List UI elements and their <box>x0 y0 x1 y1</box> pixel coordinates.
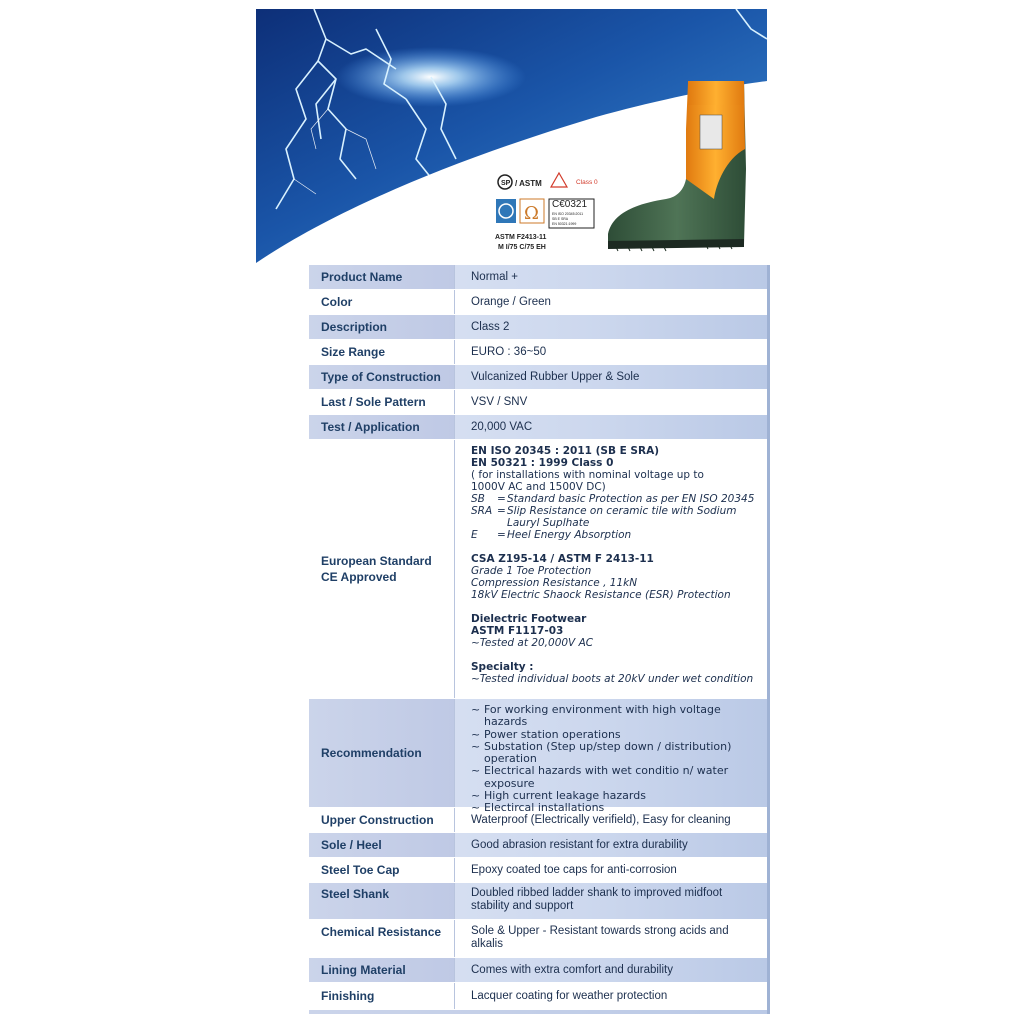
table-row <box>309 365 767 390</box>
list-item: exposure <box>484 776 535 790</box>
table-footer-bar <box>309 1010 767 1014</box>
en-50321-title: EN 50321 : 1999 Class 0 <box>471 457 614 469</box>
table-row <box>309 290 767 315</box>
row-label: Steel Toe Cap <box>309 858 455 882</box>
definition-line: SRA = Slip Resistance on ceramic tile with Sodium <box>471 505 737 517</box>
row-value: Orange / Green <box>471 295 551 308</box>
table-row <box>309 265 767 290</box>
table-row <box>309 808 767 833</box>
table-row <box>309 983 767 1010</box>
omega-icon <box>520 199 544 224</box>
standards-block <box>471 440 754 685</box>
row-value: Comes with extra comfort and durability <box>471 963 673 976</box>
en-iso-title: EN ISO 20345 : 2011 (SB E SRA) <box>471 445 660 457</box>
list-item: ~ For working environment with high voltage hazards <box>471 703 721 729</box>
class-label: Class 0 <box>576 179 598 186</box>
table-row-recommendation <box>309 699 767 815</box>
boot-label <box>700 115 722 149</box>
row-value: Epoxy coated toe caps for anti-corrosion <box>471 863 677 876</box>
list-item: operation <box>484 752 537 766</box>
definition-line: E = Heel Energy Absorption <box>471 529 632 541</box>
voltage-note: ( for installations with nominal voltage up to <box>471 469 704 481</box>
row-value <box>455 699 767 815</box>
row-label: Test / Application <box>309 415 455 439</box>
table-row <box>309 315 767 340</box>
definition-line: Lauryl Suplhate <box>507 517 590 529</box>
row-value: Lacquer coating for weather protection <box>471 989 668 1002</box>
row-value: Doubled ribbed ladder shank to improved midfoot stability and support <box>471 887 723 912</box>
list-item: ~ Electrical hazards with wet conditio n/ water <box>471 764 729 778</box>
table-row <box>309 340 767 365</box>
row-label: Upper Construction <box>309 808 455 832</box>
csa-line: 18kV Electric Shaock Resistance (ESR) Protection <box>471 589 731 601</box>
svg-text:Ω: Ω <box>524 203 539 224</box>
row-label: Lining Material <box>309 958 455 982</box>
row-label: Size Range <box>309 340 455 364</box>
row-value: EURO : 36~50 <box>471 345 547 358</box>
row-value: Class 2 <box>471 320 510 333</box>
row-value: Vulcanized Rubber Upper & Sole <box>471 370 640 383</box>
list-item: ~ High current leakage hazards <box>471 789 646 803</box>
row-value: 20,000 VAC <box>471 420 533 433</box>
table-row <box>309 883 767 920</box>
specialty-line: ~Tested individual boots at 20kV under wet condition <box>471 673 754 685</box>
row-label: Type of Construction <box>309 365 455 389</box>
list-item: ~ Substation (Step up/step down / distribution) <box>471 739 732 753</box>
dielectric-test-line: ~Tested at 20,000V AC <box>471 637 594 649</box>
svg-text:SP: SP <box>501 180 511 187</box>
voltage-note: 1000V AC and 1500V DC) <box>471 481 606 493</box>
row-label: Color <box>309 290 455 314</box>
list-item: ~ Electircal installations <box>471 801 605 815</box>
dielectric-standard: ASTM F1117-03 <box>471 625 564 637</box>
csa-line: Compression Resistance , 11kN <box>471 577 638 589</box>
specialty-title: Specialty : <box>471 661 534 673</box>
ce-small-line: EN ISO 20345:2011 <box>552 212 584 216</box>
row-label: Description <box>309 315 455 339</box>
csa-square-logo-icon <box>496 199 516 223</box>
definition-line: SB = Standard basic Protection as per EN ISO 20345 <box>471 493 755 505</box>
banner <box>256 9 767 263</box>
row-value: Waterproof (Electrically verifield), Easy for cleaning <box>471 813 731 826</box>
ce-small-line: EN 50321:1999 <box>552 222 577 226</box>
row-value: Normal + <box>471 270 518 283</box>
dielectric-title: Dielectric Footwear <box>471 613 587 625</box>
csa-line: Grade 1 Toe Protection <box>471 565 592 577</box>
row-value: VSV / SNV <box>471 395 528 408</box>
row-label <box>309 440 455 698</box>
row-label: Steel Shank <box>309 883 455 919</box>
row-value <box>455 440 767 698</box>
astm-rating-line: M I/75 C/75 EH <box>498 244 546 251</box>
table-row <box>309 920 767 958</box>
row-label: Recommendation <box>309 699 455 807</box>
ce-mark: C€0321 <box>552 199 588 210</box>
row-label: Product Name <box>309 265 455 289</box>
table-row <box>309 858 767 883</box>
astm-standard-line: ASTM F2413-11 <box>495 234 547 241</box>
banner-background <box>256 9 767 263</box>
spec-table <box>309 265 770 1014</box>
csa-title: CSA Z195-14 / ASTM F 2413-11 <box>471 553 654 565</box>
table-row <box>309 415 767 440</box>
table-row <box>309 958 767 983</box>
row-label: Sole / Heel <box>309 833 455 857</box>
row-label: Last / Sole Pattern <box>309 390 455 414</box>
row-value: Good abrasion resistant for extra durability <box>471 838 688 851</box>
ce-small-line: SB E SRA <box>552 217 569 221</box>
row-value: Sole & Upper - Resistant towards strong acids and alkalis <box>471 925 729 950</box>
standards-label-line: CE Approved <box>321 570 397 584</box>
recommendation-list <box>471 704 767 815</box>
table-row <box>309 390 767 415</box>
standards-label-line: European Standard <box>321 554 432 568</box>
list-item: ~ Power station operations <box>471 727 621 741</box>
astm-cert-label: / ASTM <box>515 179 542 188</box>
row-label: Finishing <box>309 983 455 1009</box>
product-spec-sheet <box>256 9 767 1015</box>
row-label: Chemical Resistance <box>309 920 455 957</box>
table-row <box>309 833 767 858</box>
table-row-standards <box>309 440 767 699</box>
